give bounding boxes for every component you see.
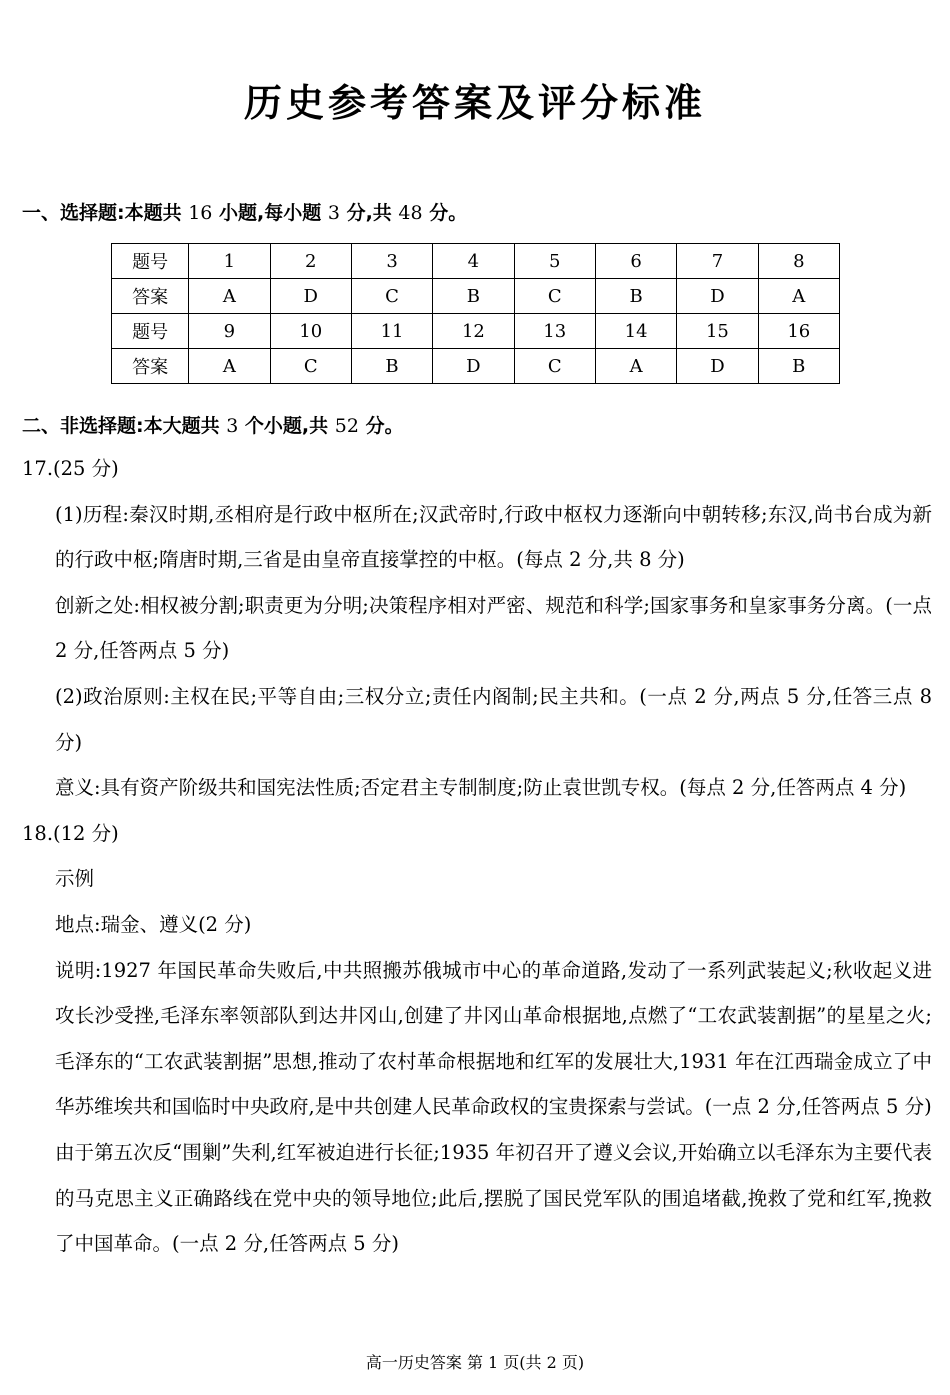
section1-heading [22, 198, 467, 225]
table-row-header: 答案 [112, 279, 189, 314]
table-cell: C [514, 349, 595, 384]
table-cell: B [595, 279, 676, 314]
table-cell: 2 [270, 244, 351, 279]
q18-explanation: 说明:1927 年国民革命失败后,中共照搬苏俄城市中心的革命道路,发动了一系列武装起义;秋收起义进攻长沙受挫,毛泽东率领部队到达井冈山,创建了井冈山革命根据地,点燃了“工农武装割据”的星星之火;毛泽东的“工农武装割据”思想,推动了农村革命根据地和红军的发展壮大,1931 年在江西瑞金成立了中华苏维埃共和国临时中央政府,是中共创建人民革命政权的宝贵探索与尝试。(一点 2 分,任答两点 5 分) [55, 958, 932, 1119]
table-cell: 4 [433, 244, 514, 279]
q18-example: 示例 [55, 867, 95, 891]
section1-total: 48 [398, 202, 423, 224]
table-cell: 11 [351, 314, 432, 349]
section2-total: 52 [334, 415, 359, 437]
section1-mid2: 分,共 [339, 202, 399, 224]
page-footer: 高一历史答案 第 1 页(共 2 页) [365, 1353, 585, 1372]
answer-table-body [112, 244, 840, 384]
table-cell: D [677, 279, 758, 314]
q17-part1-innovation: 创新之处:相权被分割;职责更为分明;决策程序相对严密、规范和科学;国家事务和皇家事务分离。(一点 2 分,任答两点 5 分) [55, 593, 932, 663]
section1-suffix: 分。 [422, 202, 468, 224]
table-cell: D [433, 349, 514, 384]
table-cell: C [270, 349, 351, 384]
q17-heading: 17.(25 分) [22, 457, 119, 480]
table-cell: A [758, 279, 839, 314]
table-cell: B [351, 349, 432, 384]
table-cell: 16 [758, 314, 839, 349]
table-row-header: 题号 [112, 314, 189, 349]
table-cell: B [758, 349, 839, 384]
table-cell: 6 [595, 244, 676, 279]
table-cell: C [514, 279, 595, 314]
table-cell: 1 [189, 244, 270, 279]
table-cell: 3 [351, 244, 432, 279]
table-cell: 14 [595, 314, 676, 349]
table-cell: 13 [514, 314, 595, 349]
answers-body [22, 446, 932, 1267]
section2-count: 3 [226, 415, 239, 437]
table-cell: A [595, 349, 676, 384]
table-row [112, 279, 840, 314]
table-cell: B [433, 279, 514, 314]
table-cell: 12 [433, 314, 514, 349]
table-row [112, 349, 840, 384]
section1-mid1: 小题,每小题 [212, 202, 328, 224]
table-cell: D [270, 279, 351, 314]
q18-location: 地点:瑞金、遵义(2 分) [55, 912, 252, 936]
section2-prefix: 二、非选择题:本大题共 [22, 415, 227, 437]
table-cell: A [189, 349, 270, 384]
table-cell: 9 [189, 314, 270, 349]
section1-prefix: 一、选择题:本题共 [22, 202, 189, 224]
section2-heading [22, 411, 404, 438]
section1-count: 16 [188, 202, 213, 224]
table-row-header: 答案 [112, 349, 189, 384]
table-row [112, 314, 840, 349]
table-cell: 10 [270, 314, 351, 349]
q17-part2-significance: 意义:具有资产阶级共和国宪法性质;否定君主专制制度;防止袁世凯专权。(每点 2 分,任答两点 4 分) [55, 776, 907, 800]
table-cell: 8 [758, 244, 839, 279]
table-cell: 5 [514, 244, 595, 279]
table-cell: C [351, 279, 432, 314]
section2-mid: 个小题,共 [238, 415, 335, 437]
table-row [112, 244, 840, 279]
q18-heading: 18.(12 分) [22, 821, 119, 845]
q18-long-march: 由于第五次反“围剿”失利,红军被迫进行长征;1935 年初召开了遵义会议,开始确立以毛泽东为主要代表的马克思主义正确路线在党中央的领导地位;此后,摆脱了国民党军队的围追堵截,挽救了党和红军,挽救了中国革命。(一点 2 分,任答两点 5 分) [55, 1140, 932, 1256]
q17-part1-history: (1)历程:秦汉时期,丞相府是行政中枢所在;汉武帝时,行政中枢权力逐渐向中朝转移;东汉,尚书台成为新的行政中枢;隋唐时期,三省是由皇帝直接掌控的中枢。(每点 2 分,共 8 分) [55, 502, 932, 572]
table-row-header: 题号 [112, 244, 189, 279]
table-cell: 7 [677, 244, 758, 279]
answer-table [111, 243, 840, 384]
page-title: 历史参考答案及评分标准 [243, 81, 706, 125]
q17-part2-principles: (2)政治原则:主权在民;平等自由;三权分立;责任内阁制;民主共和。(一点 2 分,两点 5 分,任答三点 8 分) [55, 684, 932, 754]
table-cell: 15 [677, 314, 758, 349]
section2-suffix: 分。 [358, 415, 404, 437]
section1-per: 3 [327, 202, 340, 224]
table-cell: D [677, 349, 758, 384]
table-cell: A [189, 279, 270, 314]
